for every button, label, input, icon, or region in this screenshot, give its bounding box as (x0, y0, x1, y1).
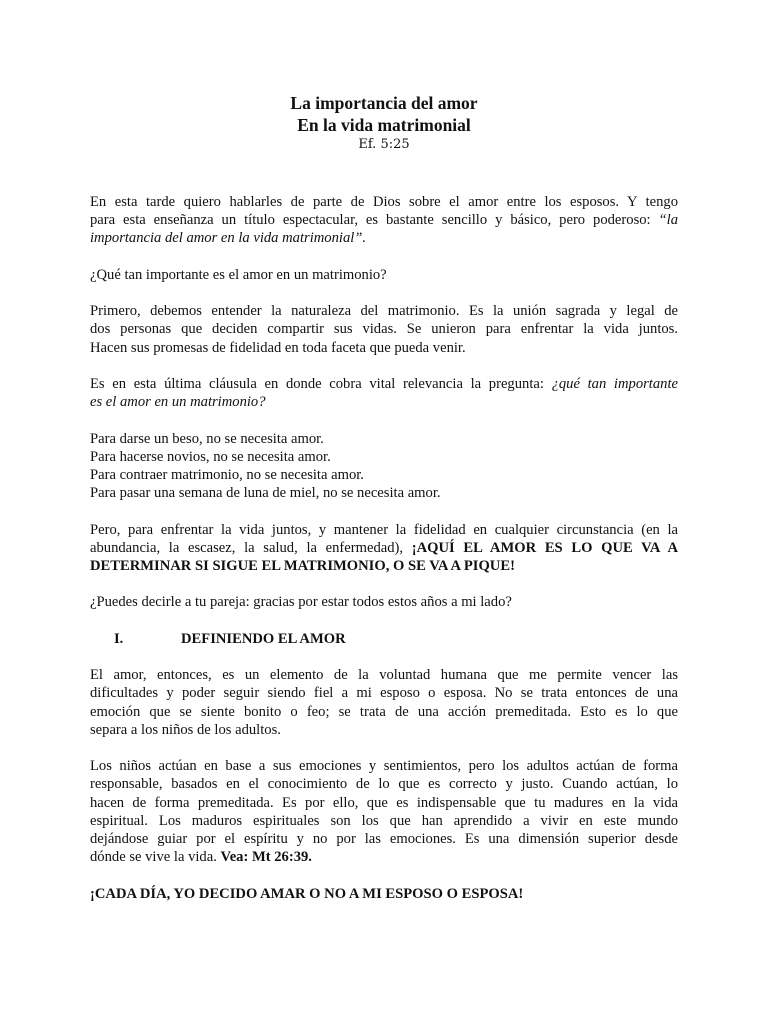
title-main: La importancia del amor (290, 93, 478, 113)
section-title: DEFINIENDO EL AMOR (181, 630, 346, 647)
section-number: I. (114, 630, 124, 647)
clause-paragraph (90, 375, 678, 411)
clause-question-end: es el amor en un matrimonio? (90, 394, 266, 411)
question-partner: ¿Puedes decirle a tu pareja: gracias por estar todos estos años a mi lado? (90, 594, 512, 611)
children-line-4: espiritual. Los maduros espirituales son los que han aprendido a vivir en este mundo (90, 812, 678, 829)
intro-quote-start: “la (658, 212, 678, 229)
intro-line-2-text: para esta enseñanza un título espectacular, es bastante sencillo y básico, pero poderoso: (90, 212, 659, 229)
definition-line-1: El amor, entonces, es un elemento de la voluntad humana que me permite vencer las (90, 667, 678, 684)
title-block (0, 92, 768, 154)
title-subtitle: En la vida matrimonial (297, 115, 471, 135)
clause-line-1-text: Es en esta última cláusula en donde cobra vital relevancia la pregunta: (90, 375, 552, 392)
children-line-5: dejándose guiar por el espíritu y no por las emociones. Es una dimensión superior desde (90, 830, 678, 847)
children-line-1: Los niños actúan en base a sus emociones y sentimientos, pero los adultos actúan de forma (90, 758, 678, 775)
no-love-item: Para contraer matrimonio, no se necesita amor. (90, 466, 364, 483)
clause-question-start: ¿qué tan importante (551, 375, 678, 392)
definition-line-4: separa a los niños de los adultos. (90, 721, 281, 738)
section-heading (90, 630, 678, 648)
no-love-item: Para hacerse novios, no se necesita amor. (90, 448, 331, 465)
definition-line-3: emoción que se siente bonito o feo; se trata de una acción premeditada. Esto es lo que (90, 703, 678, 720)
but-emphasis-start: ¡AQUÍ EL AMOR ES LO QUE VA A (411, 539, 678, 556)
no-love-item: Para darse un beso, no se necesita amor. (90, 430, 324, 447)
but-line-1: Pero, para enfrentar la vida juntos, y mantener la fidelidad en cualquier circunstancia (en la (90, 521, 678, 538)
intro-quote-end: importancia del amor en la vida matrimonial”. (90, 230, 367, 247)
scripture-reference: Ef. 5:25 (358, 137, 410, 152)
but-line-2-text: abundancia, la escasez, la salud, la enfermedad), (90, 539, 412, 556)
intro-line-1: En esta tarde quiero hablarles de parte de Dios sobre el amor entre los esposos. Y tengo (90, 194, 678, 210)
children-line-6 (90, 848, 678, 866)
children-line-3: hacen de forma premeditada. Es por ello, que es indispensable que tu madures en la vida (90, 794, 678, 811)
no-love-item: Para pasar una semana de luna de miel, no se necesita amor. (90, 485, 441, 502)
question-paragraph: ¿Qué tan importante es el amor en un matrimonio? (90, 266, 387, 283)
children-paragraph (90, 757, 678, 866)
definition-paragraph (90, 666, 678, 739)
document-body (90, 193, 678, 921)
clause-line-1 (90, 375, 678, 393)
intro-paragraph (90, 193, 678, 248)
nature-line-3: Hacen sus promesas de fidelidad en toda faceta que pueda venir. (90, 339, 466, 356)
children-line-2: responsable, basados en el conocimiento de lo que es correcto y justo. Cuando actúan, lo (90, 776, 678, 793)
no-love-list (90, 430, 678, 503)
definition-line-2: dificultades y poder seguir siendo fiel a mi esposo o esposa. No se trata entonces de una (90, 685, 678, 702)
intro-line-2 (90, 211, 678, 229)
but-emphasis-end: DETERMINAR SI SIGUE EL MATRIMONIO, O SE VA A PIQUE! (90, 557, 515, 574)
bible-reference: Vea: Mt 26:39. (220, 849, 312, 866)
children-line-6-text: dónde se vive la vida. (90, 849, 221, 866)
nature-line-2: dos personas que deciden compartir sus vidas. Se unieron para enfrentar la vida juntos. (90, 321, 678, 338)
but-paragraph (90, 521, 678, 576)
but-line-2 (90, 539, 678, 557)
nature-line-1: Primero, debemos entender la naturaleza del matrimonio. Es la unión sagrada y legal de (90, 303, 678, 320)
nature-paragraph (90, 302, 678, 357)
closing-statement: ¡CADA DÍA, YO DECIDO AMAR O NO A MI ESPOSO O ESPOSA! (90, 885, 524, 902)
